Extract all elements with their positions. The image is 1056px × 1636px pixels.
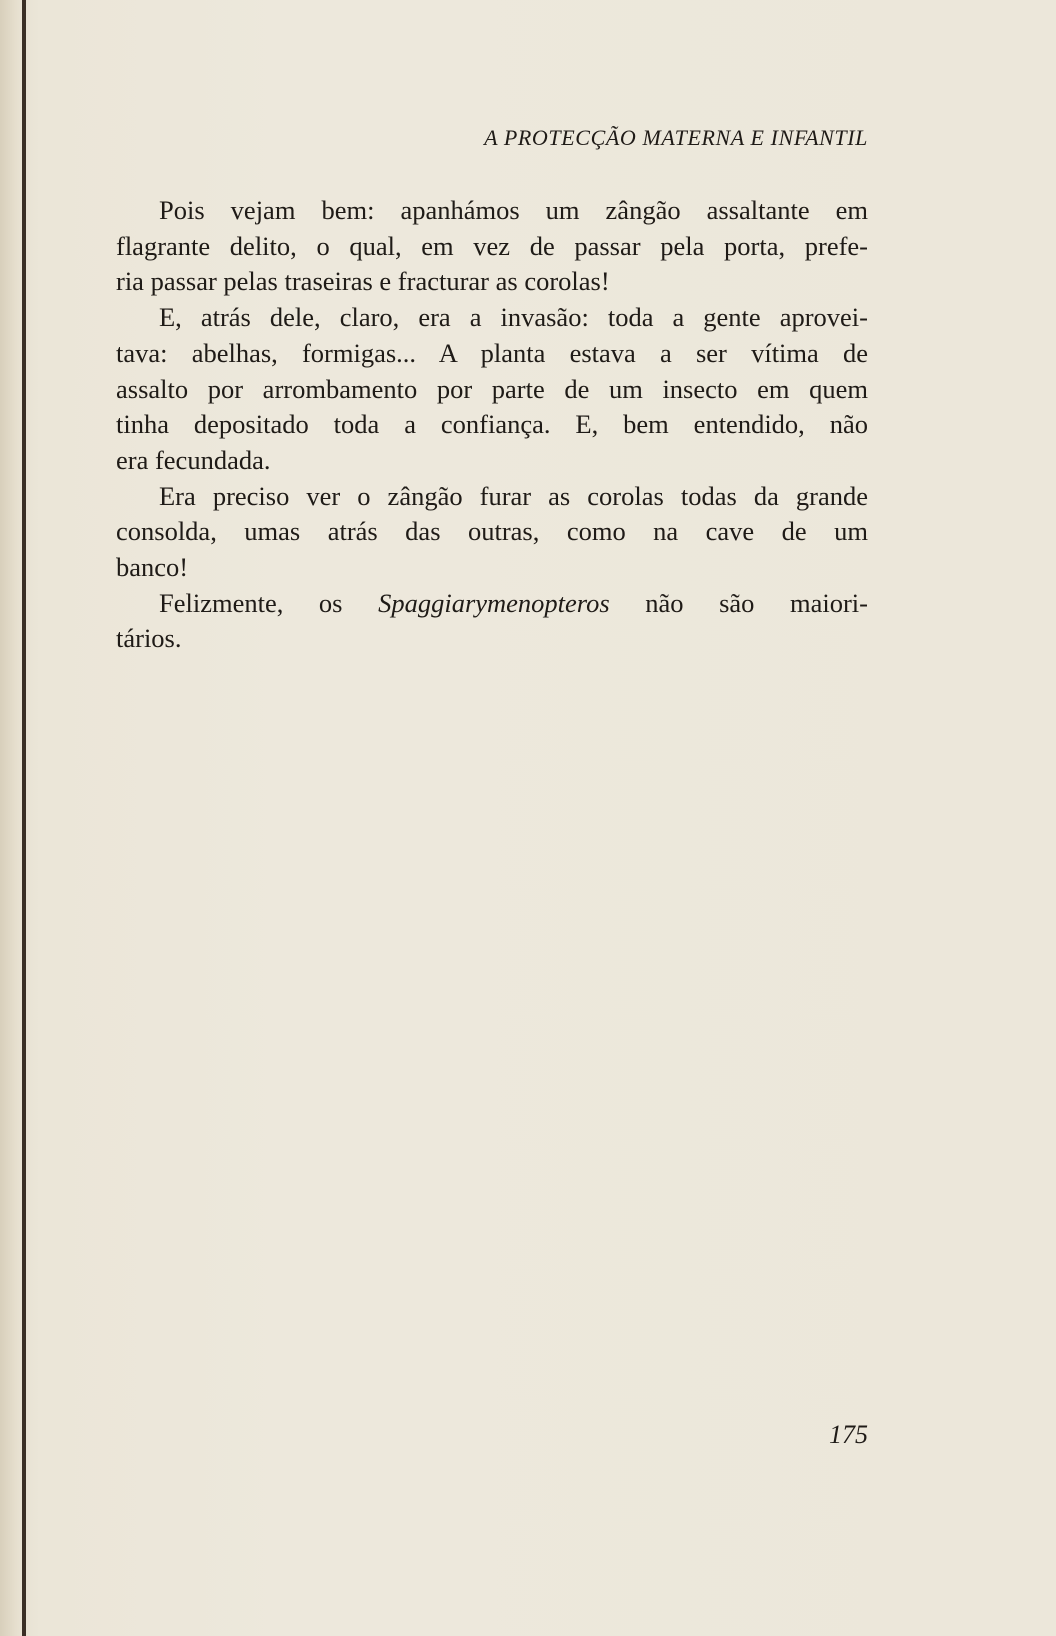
page-number: 175 [829, 1420, 868, 1449]
text-line: assalto por arrombamento por parte de um insecto em quem [116, 373, 868, 404]
text-line: Era preciso ver o zângão furar as corolas todas da grande [159, 480, 868, 511]
text-span: não são maiori- [609, 587, 868, 618]
text-line: era fecundada. [116, 444, 271, 475]
text-line: tava: abelhas, formigas... A planta estava a ser vítima de [116, 337, 868, 368]
text-line: banco! [116, 552, 189, 583]
text-line: ria passar pelas traseiras e fracturar as corolas! [116, 266, 610, 297]
binding-edge [0, 0, 22, 1636]
paragraph-4 [116, 586, 868, 657]
text-line: flagrante delito, o qual, em vez de passar pela porta, prefe- [116, 230, 868, 261]
running-head: A PROTECÇÃO MATERNA E INFANTIL [484, 125, 868, 150]
species-name: Spaggiarymenopteros [378, 587, 610, 618]
paragraph-1 [116, 193, 868, 300]
body-text [116, 193, 868, 657]
paragraph-2 [116, 300, 868, 479]
binding-line [22, 0, 26, 1636]
text-line: Pois vejam bem: apanhámos um zângão assaltante em [159, 195, 868, 225]
text-line: consolda, umas atrás das outras, como na cave de um [116, 516, 868, 547]
text-line: E, atrás dele, claro, era a invasão: toda a gente aprovei- [159, 302, 868, 333]
text-line: tários. [116, 623, 182, 654]
text-line: tinha depositado toda a confiança. E, bem entendido, não [116, 409, 868, 440]
text-span: Felizmente, os [159, 587, 379, 618]
text-line [116, 586, 868, 622]
paragraph-3 [116, 479, 868, 586]
